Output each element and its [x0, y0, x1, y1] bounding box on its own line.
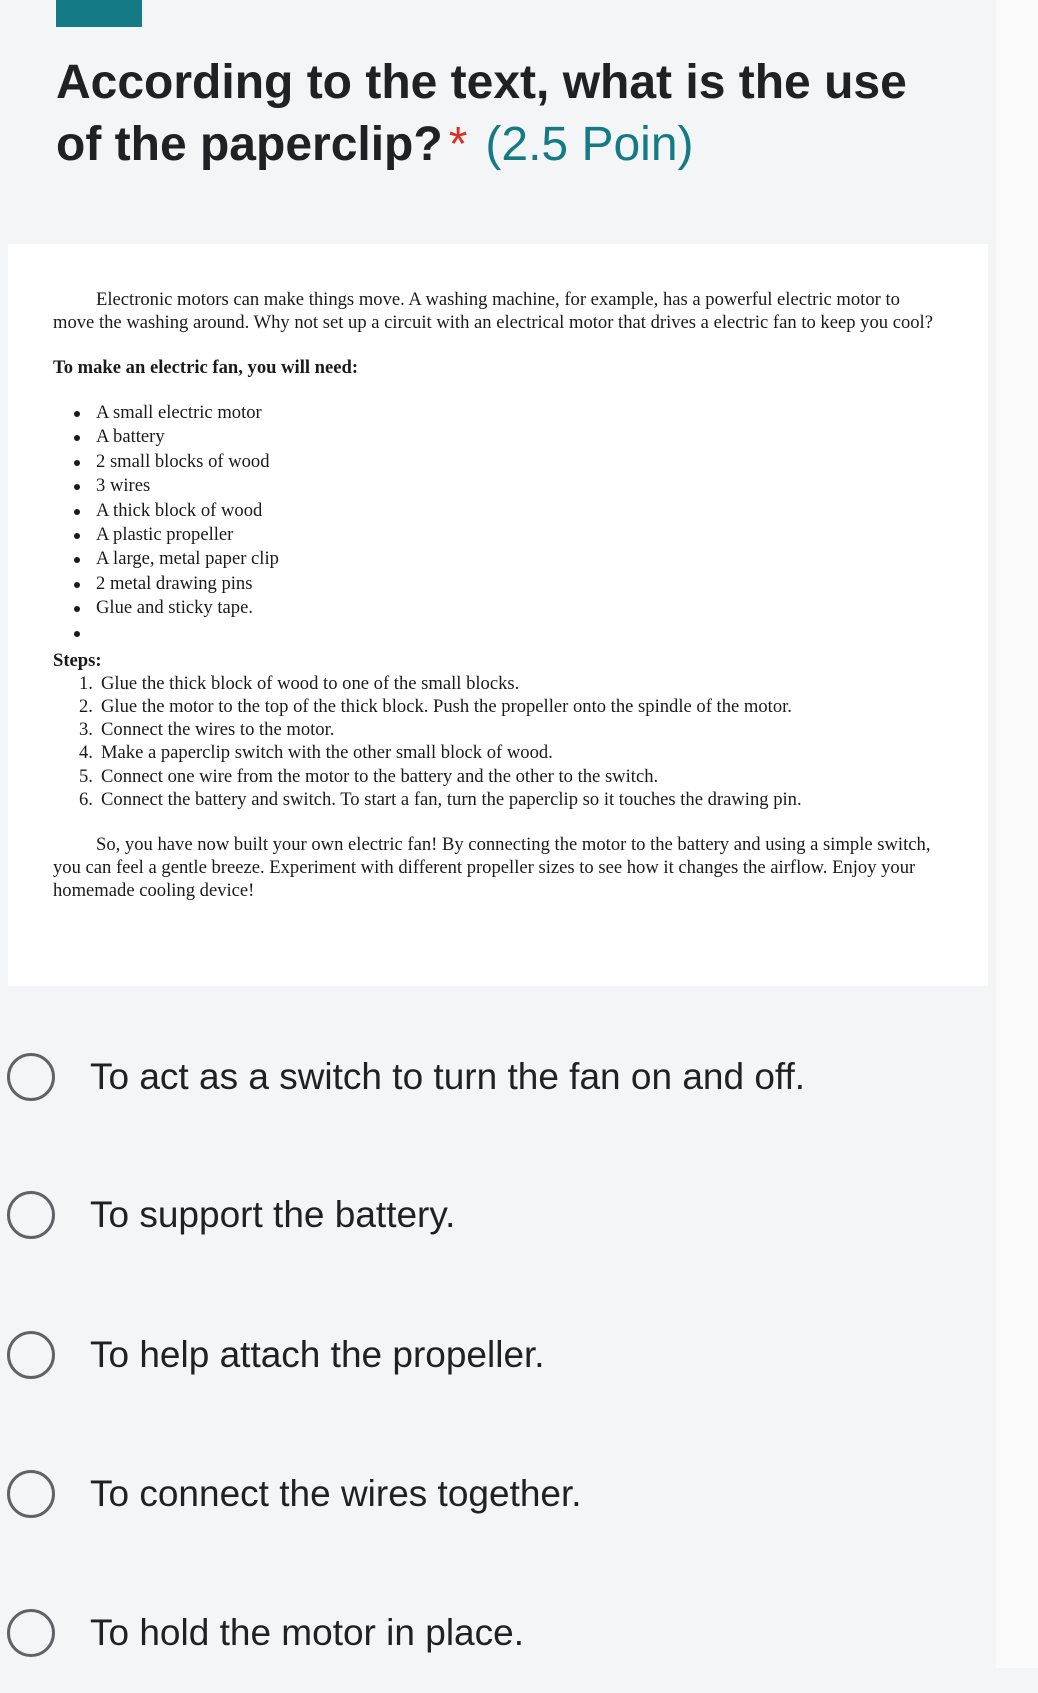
option-label: To help attach the propeller. — [90, 1334, 545, 1375]
step-item — [79, 788, 944, 811]
radio-button[interactable] — [7, 1053, 55, 1101]
answer-option-5[interactable] — [0, 1573, 996, 1693]
answer-option-4[interactable] — [0, 1434, 996, 1554]
question-title — [56, 52, 956, 176]
answer-option-3[interactable] — [0, 1295, 996, 1415]
step-text: Connect the battery and switch. To start a fan, turn the paperclip so it touches the drawing pin. — [101, 788, 802, 810]
required-marker: * — [448, 118, 468, 171]
step-item — [79, 741, 944, 764]
step-item — [79, 695, 944, 718]
list-item: A plastic propeller — [96, 523, 944, 547]
radio-button[interactable] — [7, 1331, 55, 1379]
answer-option-1[interactable] — [0, 1017, 996, 1137]
steps-list — [53, 672, 944, 811]
step-item — [79, 718, 944, 741]
option-label: To connect the wires together. — [90, 1473, 582, 1514]
step-text: Connect the wires to the motor. — [101, 719, 335, 741]
step-number: 6. — [79, 788, 93, 810]
step-item — [79, 672, 944, 695]
materials-heading: To make an electric fan, you will need: — [53, 357, 359, 378]
question-text: According to the text, what is the use of the paperclip? — [56, 56, 907, 171]
list-item: 2 metal drawing pins — [96, 572, 944, 596]
list-item: A large, metal paper clip — [96, 547, 944, 571]
step-number: 4. — [79, 742, 93, 764]
step-item — [79, 765, 944, 788]
header-color-tab — [56, 0, 142, 27]
option-label: To hold the motor in place. — [90, 1612, 524, 1653]
passage-closing: So, you have now built your own electric fan! By connecting the motor to the battery and using a simple switch, you can feel a gentle breeze. Experiment with different propeller sizes to see how it changes the airflow. Enjoy your homemade cooling device! — [53, 834, 931, 902]
step-text: Connect one wire from the motor to the battery and the other to the switch. — [101, 765, 659, 787]
list-item — [96, 621, 944, 645]
steps-heading: Steps: — [53, 649, 102, 671]
radio-button[interactable] — [7, 1191, 55, 1239]
list-item: A thick block of wood — [96, 499, 944, 523]
question-points: (2.5 Poin) — [485, 118, 694, 171]
step-number: 3. — [79, 719, 93, 741]
step-number: 1. — [79, 672, 93, 694]
reading-passage-image — [8, 244, 988, 986]
option-label: To act as a switch to turn the fan on and off. — [90, 1056, 806, 1097]
step-text: Glue the motor to the top of the thick block. Push the propeller onto the spindle of the motor. — [101, 696, 792, 718]
step-number: 2. — [79, 696, 93, 718]
radio-button[interactable] — [7, 1609, 55, 1657]
step-text: Make a paperclip switch with the other small block of wood. — [101, 742, 553, 764]
page-right-margin — [996, 0, 1038, 1668]
step-text: Glue the thick block of wood to one of the small blocks. — [101, 672, 520, 694]
list-item: Glue and sticky tape. — [96, 596, 944, 620]
option-label: To support the battery. — [90, 1194, 456, 1235]
list-item: 3 wires — [96, 474, 944, 498]
list-item: 2 small blocks of wood — [96, 450, 944, 474]
radio-button[interactable] — [7, 1470, 55, 1518]
passage-intro: Electronic motors can make things move. A washing machine, for example, has a powerful electric motor to move the washing around. Why not set up a circuit with an electrical motor that drives a electric fan to keep you cool? — [53, 289, 933, 333]
answer-option-2[interactable] — [0, 1155, 996, 1275]
materials-list — [53, 401, 944, 645]
step-number: 5. — [79, 765, 93, 787]
list-item: A small electric motor — [96, 401, 944, 425]
list-item: A battery — [96, 425, 944, 449]
